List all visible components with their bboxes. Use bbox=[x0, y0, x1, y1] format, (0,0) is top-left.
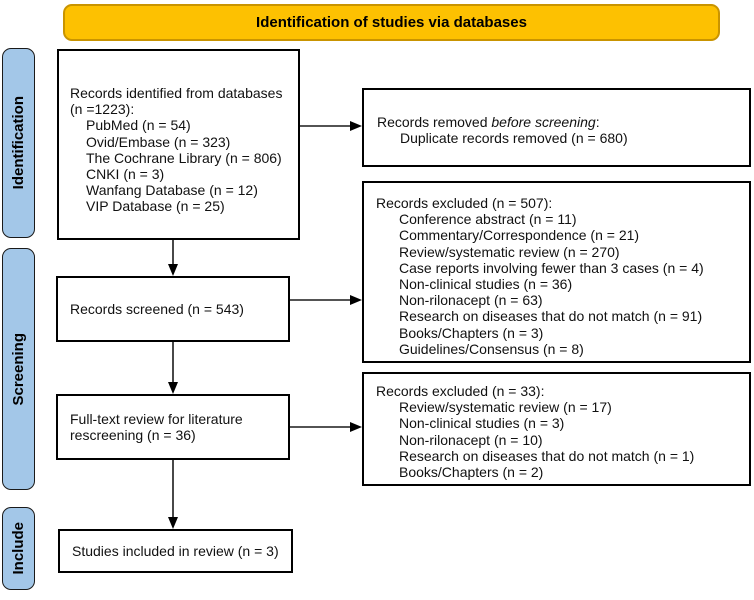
box-fulltext-review bbox=[56, 394, 290, 460]
excluded-screening-item: Case reports involving fewer than 3 cases (n = 4) bbox=[399, 259, 704, 276]
arrow-fulltext-to-included bbox=[168, 460, 178, 529]
excluded-screening-item: Review/systematic review (n = 270) bbox=[399, 243, 620, 260]
stage-tab-identification bbox=[2, 48, 35, 238]
excluded-screening-item: Commentary/Correspondence (n = 21) bbox=[399, 227, 640, 244]
studies-included-label: Studies included in review (n = 3) bbox=[72, 542, 279, 559]
records-identified-item: The Cochrane Library (n = 806) bbox=[86, 149, 282, 166]
stage-tab-identification-label: Identification bbox=[10, 96, 27, 190]
box-records-screened bbox=[56, 276, 290, 342]
excluded-screening-item: Non-rilonacept (n = 63) bbox=[399, 292, 543, 309]
excluded-screening-item: Books/Chapters (n = 3) bbox=[399, 324, 544, 341]
records-removed-heading-italic: before screening bbox=[491, 114, 596, 130]
excluded-screening-item: Conference abstract (n = 11) bbox=[399, 211, 577, 228]
box-records-excluded-screening bbox=[362, 181, 751, 363]
excluded-screening-item: Guidelines/Consensus (n = 8) bbox=[399, 340, 584, 357]
fulltext-review-line1: Full-text review for literature bbox=[70, 410, 243, 427]
records-identified-item: PubMed (n = 54) bbox=[86, 117, 191, 134]
arrow-screened-to-excluded bbox=[290, 295, 362, 305]
arrow-identified-to-screened bbox=[168, 240, 178, 276]
excluded-screening-item: Research on diseases that do not match (n = 91) bbox=[399, 308, 703, 325]
records-identified-item: CNKI (n = 3) bbox=[86, 166, 165, 183]
arrow-screened-to-fulltext bbox=[168, 342, 178, 394]
records-identified-item: Wanfang Database (n = 12) bbox=[86, 182, 258, 199]
records-removed-item: Duplicate records removed (n = 680) bbox=[400, 130, 628, 147]
stage-tab-screening bbox=[2, 248, 35, 490]
excluded-fulltext-item: Books/Chapters (n = 2) bbox=[399, 464, 544, 481]
box-records-removed-before-screening bbox=[362, 88, 751, 167]
records-identified-heading-line1: Records identified from databases bbox=[70, 85, 283, 101]
title-banner-label: Identification of studies via databases bbox=[256, 14, 527, 31]
excluded-fulltext-item: Non-rilonacept (n = 10) bbox=[399, 431, 543, 448]
box-studies-included bbox=[58, 529, 293, 573]
excluded-fulltext-heading: Records excluded (n = 33): bbox=[376, 383, 545, 399]
arrow-fulltext-to-excluded bbox=[290, 422, 362, 432]
records-removed-heading-suffix: : bbox=[595, 114, 600, 130]
records-screened-label: Records screened (n = 543) bbox=[70, 300, 244, 317]
box-records-identified bbox=[57, 49, 300, 240]
records-identified-heading-line2: (n =1223): bbox=[70, 101, 135, 118]
records-identified-item: VIP Database (n = 25) bbox=[86, 198, 225, 215]
stage-tab-screening-label: Screening bbox=[10, 332, 27, 406]
excluded-fulltext-item: Non-clinical studies (n = 3) bbox=[399, 415, 565, 432]
excluded-screening-item: Non-clinical studies (n = 36) bbox=[399, 276, 573, 293]
fulltext-review-line2: rescreening (n = 36) bbox=[70, 427, 196, 443]
stage-tab-include-label: Include bbox=[10, 522, 27, 575]
stage-tab-include bbox=[2, 507, 35, 590]
excluded-fulltext-item: Research on diseases that do not match (n = 1) bbox=[399, 447, 695, 464]
excluded-fulltext-item: Review/systematic review (n = 17) bbox=[399, 399, 612, 416]
title-banner bbox=[63, 4, 720, 41]
arrow-identified-to-removed bbox=[300, 121, 362, 131]
records-removed-heading-prefix: Records removed bbox=[377, 114, 492, 130]
excluded-screening-heading: Records excluded (n = 507): bbox=[376, 195, 553, 211]
box-records-excluded-fulltext bbox=[362, 372, 751, 486]
records-identified-item: Ovid/Embase (n = 323) bbox=[86, 133, 231, 150]
records-removed-heading bbox=[377, 114, 743, 130]
